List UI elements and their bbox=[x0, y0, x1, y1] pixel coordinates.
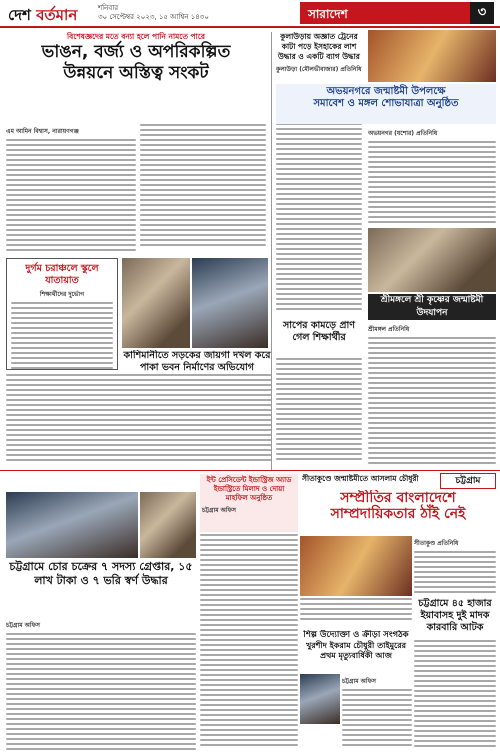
story-milad[interactable] bbox=[200, 474, 298, 532]
box-headline: দুর্গম চরাঞ্চলে স্কুলে যাতায়াত bbox=[25, 263, 99, 286]
abhaynagar-kicker: অভয়নগরে জন্মাষ্টমী উপলক্ষে bbox=[326, 86, 446, 97]
story-yaba[interactable] bbox=[414, 598, 496, 638]
yaba-body bbox=[414, 640, 496, 750]
story-erosion-body-2 bbox=[140, 124, 266, 254]
harmony-headline-line-1: সম্প্রীতির বাংলাদেশে bbox=[340, 490, 456, 506]
page-number: ৩ bbox=[470, 2, 494, 24]
train-headline: কুলাউড়ায় অজ্ঞাত ট্রেনের কাটা পড়ে ইসহাকের লাশ উদ্ধার ও একটি ব্যাগ উদ্ধার bbox=[278, 32, 360, 61]
milad-headline: ইন্ট প্রেসিডেন্ট ইন্ডাস্ট্রিজ অ্যাড ইন্ডাস্ট্রিতে মিলাদ ও দোয়া মাহফিল অনুষ্ঠিত bbox=[206, 476, 292, 502]
photo-recovered bbox=[140, 492, 196, 558]
photo-arrested bbox=[6, 492, 138, 558]
kashimani-headline-line-2: পাকা ভবন নির্মাণের অভিযোগ bbox=[139, 362, 255, 373]
anniversary-headline-line-2: খুরশীদ ইকরাম চৌধুরী তাইমুরের প্রথম মৃত্যুবার্ষিকী আজ bbox=[305, 641, 407, 660]
snake-headline: সাপের কামড়ে প্রাণ গেল শিক্ষার্থীর bbox=[282, 320, 355, 343]
theft-headline: চট্টগ্রামে চোর চক্রের ৭ সদস্য গ্রেপ্তার, ১৫ লাখ টাকা ও ৭ ভরি স্বর্ণ উদ্ধার bbox=[9, 560, 193, 587]
snake-body bbox=[276, 358, 362, 468]
train-byline: কুলাউড়া (মৌলভীবাজার) প্রতিনিধি bbox=[276, 66, 362, 73]
story-erosion-body bbox=[6, 124, 136, 254]
harmony-body bbox=[300, 598, 412, 626]
photo-procession bbox=[368, 30, 496, 82]
story-headline-line-2: উন্নয়নে অস্তিত্ব সংকট bbox=[63, 63, 209, 83]
photo-road bbox=[192, 258, 268, 348]
date-label: ৩০ সেপ্টেম্বর ২০২৩, ১৫ আশ্বিন ১৪৩০ bbox=[98, 13, 209, 21]
dateline bbox=[98, 4, 209, 22]
story-harmony[interactable] bbox=[300, 490, 496, 534]
masthead bbox=[0, 0, 500, 28]
story-kicker: বিশেষজ্ঞদের মতে বন্যা হলে পানি নামতে পারে bbox=[67, 32, 205, 41]
theft-body bbox=[6, 618, 196, 750]
anniversary-body bbox=[342, 674, 412, 750]
harmony-kicker: সীতাকুণ্ডে জন্মাষ্টমীতে আসলাম চৌধুরী bbox=[302, 474, 419, 483]
sreemangal-body bbox=[368, 322, 496, 468]
kashimani-body bbox=[6, 374, 272, 468]
story-headline-line-1: ভাঙন, বর্জ্য ও অপরিকল্পিত bbox=[41, 42, 231, 62]
story-theft[interactable] bbox=[6, 560, 196, 616]
photo-river bbox=[122, 258, 190, 348]
abhaynagar-headline: সমাবেশ ও মঙ্গল শোভাযাত্রা অনুষ্ঠিত bbox=[313, 98, 459, 109]
theft-byline: চট্টগ্রাম অফিস bbox=[6, 622, 40, 629]
body-text bbox=[6, 139, 136, 254]
story-byline: এম আমিন বিশ্বাস, নারায়ণগঞ্জ bbox=[6, 128, 79, 135]
logo-word-1: দেশ bbox=[8, 6, 31, 24]
newspaper-logo[interactable] bbox=[8, 4, 77, 29]
chattogram-tag: চট্টগ্রাম bbox=[440, 473, 496, 489]
sreemangal-byline: শ্রীমঙ্গল প্রতিনিধি bbox=[368, 326, 410, 333]
harmony-byline: সীতাকুণ্ড প্রতিনিধি bbox=[414, 540, 459, 547]
yaba-headline: চট্টগ্রামে ৪৫ হাজার ইয়াবাসহ দুই মাদক কারবারি আটক bbox=[418, 598, 492, 633]
story-anniversary[interactable] bbox=[300, 630, 412, 670]
story-school-box[interactable] bbox=[6, 258, 118, 370]
story-snake[interactable] bbox=[276, 320, 362, 356]
milad-byline: চট্টগ্রাম অফিস bbox=[202, 507, 236, 514]
harmony-kicker-wrap bbox=[302, 474, 438, 486]
harmony-headline-line-2: সাম্প্রদায়িকতার ঠাঁই নেই bbox=[330, 506, 466, 522]
train-body bbox=[276, 108, 362, 318]
abhaynagar-byline: অভয়নগর (যশোর) প্রতিনিধি bbox=[368, 130, 438, 137]
section-title: সারাদেশ bbox=[300, 2, 470, 24]
box-byline: শিক্ষার্থীদের দুর্ভোগ bbox=[39, 291, 85, 298]
photo-portrait bbox=[300, 674, 340, 724]
logo-word-2: বর্তমান bbox=[36, 6, 78, 24]
photo-sreemangal bbox=[368, 228, 496, 292]
anniversary-headline-line-1: শিল্প উদ্যোক্তা ও ক্রীড়া সংগঠক bbox=[303, 630, 409, 640]
photo-harmony bbox=[300, 536, 412, 596]
story-erosion[interactable] bbox=[6, 32, 266, 124]
day-label: শনিবার bbox=[98, 4, 119, 12]
sreemangal-headline: শ্রীমঙ্গলে শ্রী কৃষ্ণের জন্মাষ্টমী উদযাপন bbox=[380, 295, 484, 318]
section-divider bbox=[0, 470, 500, 471]
kashimani-headline-line-1: কাশিমানীতে সড়কের জায়গা দখল করে bbox=[123, 350, 271, 361]
anniversary-byline: চট্টগ্রাম অফিস bbox=[342, 678, 376, 685]
story-abhaynagar[interactable] bbox=[276, 84, 496, 124]
abhaynagar-body bbox=[368, 126, 496, 226]
story-sreemangal[interactable] bbox=[368, 294, 496, 320]
harmony-body-right bbox=[414, 536, 496, 596]
milad-body bbox=[200, 534, 298, 750]
column-divider bbox=[271, 32, 272, 470]
